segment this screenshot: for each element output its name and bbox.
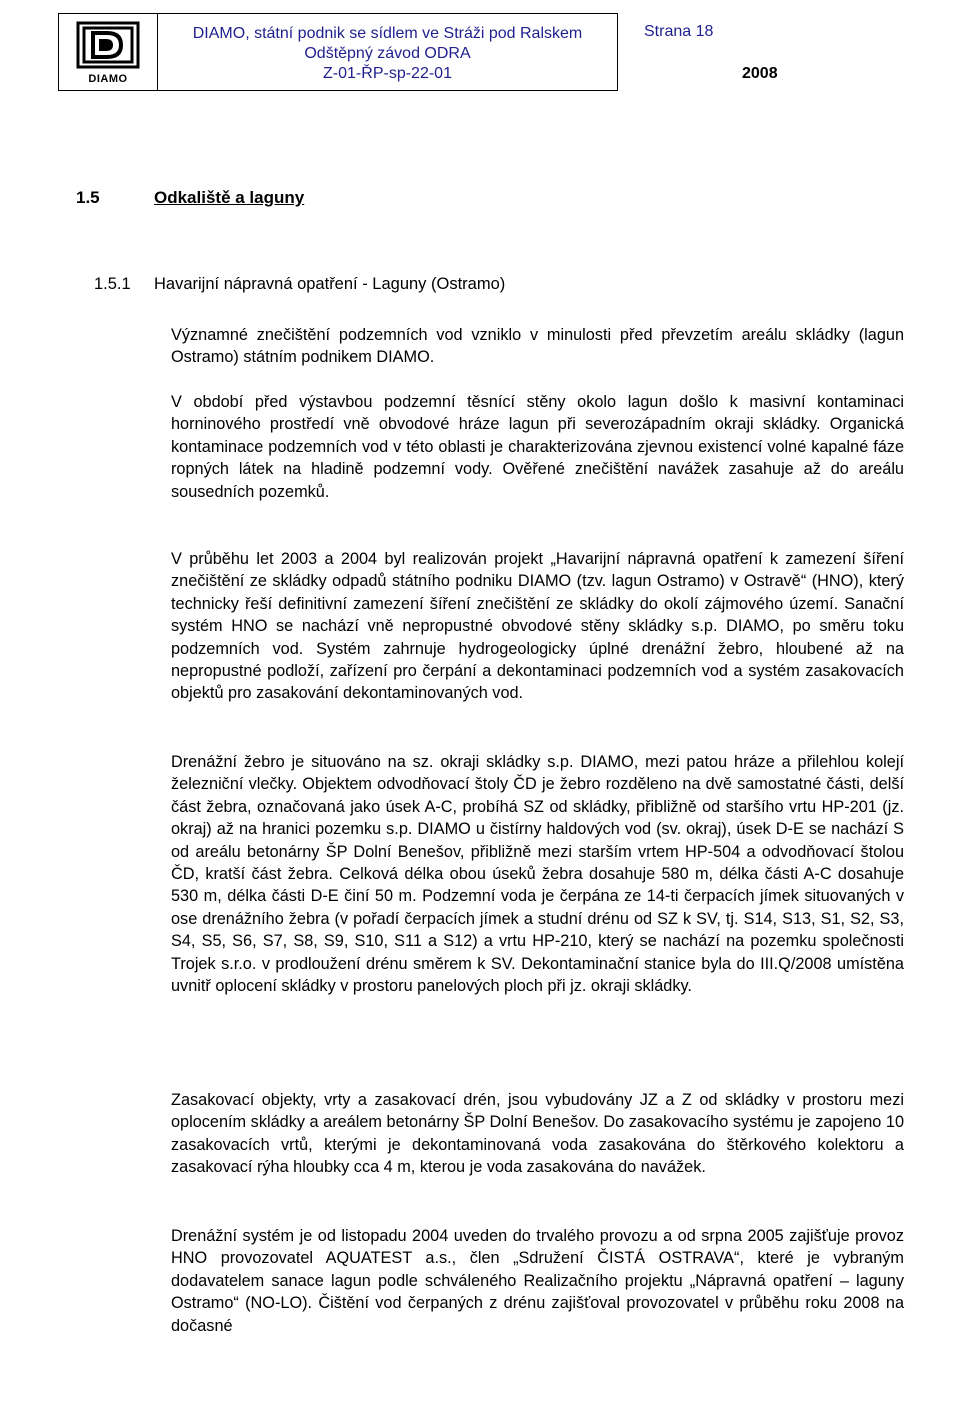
section-title: Odkaliště a laguny: [154, 188, 305, 207]
paragraph-block: [171, 1225, 904, 1337]
paragraph-block: [171, 1089, 904, 1179]
paragraph-block: [171, 751, 904, 997]
paragraph: V období před výstavbou podzemní těsnící stěny okolo lagun došlo k masivní kontaminaci horninového prostředí vně obvodové hráze lagun při severozápadním okraji skládky. Organická kontaminace podzemních vod v této oblasti je charakterizována zjevnou existencí volné kapalné fáze ropných látek na hladině podzemní vody. Ověřené znečištění navážek zasahuje až do areálu sousedních pozemků.: [171, 393, 904, 501]
document-year: 2008: [742, 65, 778, 82]
subsection-title: Havarijní nápravná opatření - Laguny (Ostramo): [154, 275, 506, 293]
page-number: Strana 18: [644, 23, 714, 40]
paragraph: Drenážní systém je od listopadu 2004 uveden do trvalého provozu a od srpna 2005 zajišťuje provoz HNO provozovatel AQUATEST a.s., člen „Sdružení ČISTÁ OSTRAVA“, které je vybraným dodavatelem sanace lagun podle schváleného Realizačního projektu „Nápravná opatření – laguny Ostramo“ (NO-LO). Čištění vod čerpaných z drénu zajišťoval provozovatel v průběhu roku 2008 na dočasné: [171, 1227, 904, 1335]
company-name: DIAMO, státní podnik se sídlem ve Stráži pod Ralskem: [192, 25, 583, 42]
branch-name: Odštěpný závod ODRA: [304, 45, 471, 62]
paragraph: V průběhu let 2003 a 2004 byl realizován projekt „Havarijní nápravná opatření k zamezení šíření znečištění ze skládky odpadů státního podniku DIAMO (tzv. lagun Ostramo) v Ostravě“ (HNO), který technicky řeší definitivní zamezení šíření znečištění ze skládky do okolí zájmového území. Sanační systém HNO se nachází vně nepropustné obvodové stěny skládky s.p. DIAMO, po směru toku podzemních vod. Systém zahrnuje hydrogeologicky úplné drenážní žebro, hloubené až na nepropustné podloží, zařízení pro čerpání a dekontaminaci podzemních vod a systém zasakovacích objektů pro zasakování dekontaminovaných vod.: [171, 550, 904, 703]
company-logo: [58, 13, 158, 91]
paragraph: Zasakovací objekty, vrty a zasakovací drén, jsou vybudovány JZ a Z od skládky v prostoru mezi oplocením skládky a areálem betonárny ŠP Dolní Benešov. Do zasakovacího systému je zapojeno 10 zasakovacích vrtů, kterými je dekontaminovaná voda zasakována do štěrkového kolektoru a zasakovací rýha hloubky cca 4 m, kterou je voda zasakována do navážek.: [171, 1091, 904, 1177]
section-heading: [76, 188, 304, 208]
paragraph-block: [171, 391, 904, 503]
logo-text: DIAMO: [88, 73, 128, 85]
paragraph-block: [171, 548, 904, 705]
paragraph: Významné znečištění podzemních vod vzniklo v minulosti před převzetím areálu skládky (lagun Ostramo) státním podnikem DIAMO.: [171, 326, 904, 367]
diamo-logo-icon: [75, 20, 141, 70]
paragraph: Drenážní žebro je situováno na sz. okraji skládky s.p. DIAMO, mezi patou hráze a přilehlou kolejí železniční vlečky. Objektem odvodňovací štoly ČD je žebro rozděleno na dvě samostatné části, delší část žebra, označovaná jako úsek A-C, probíhá SZ od skládky, přibližně od staršího vrtu HP-201 (jz. okraj) až na hranici pozemku s.p. DIAMO u čistírny haldových vod (sv. okraj), úsek D-E se nachází S od areálu betonárny ŠP Dolní Benešov, přibližně mezi starším vrtem HP-504 a odvodňovací štolou ČD, kratší část žebra. Celková délka obou úseků žebra dosahuje 580 m, délka části A-C dosahuje 530 m, délka části D-E činí 50 m. Podzemní voda je čerpána ze 14-ti čerpacích jímek situovaných v ose drenážního žebra (v pořadí čerpacích jímek a studní drénu od SZ k SV, tj. S14, S13, S1, S2, S3, S4, S5, S6, S7, S8, S9, S10, S11 a S12) a vrtu HP-210, který se nachází na pozemku společnosti Trojek s.r.o. v prodloužení drénu směrem k SV. Dekontaminační stanice byla do III.Q/2008 umístěna uvnitř oplocení skládky v prostoru panelových ploch při jz. okraji skládky.: [171, 753, 904, 996]
header-page-info: [618, 13, 918, 91]
subsection-number: 1.5.1: [94, 275, 131, 293]
subsection-heading: [94, 275, 505, 294]
section-number: 1.5: [76, 188, 100, 207]
page-header: [58, 13, 918, 91]
paragraph-block: [171, 324, 904, 369]
header-company-info: [158, 13, 618, 91]
document-code: Z-01-ŘP-sp-22-01: [323, 65, 452, 82]
